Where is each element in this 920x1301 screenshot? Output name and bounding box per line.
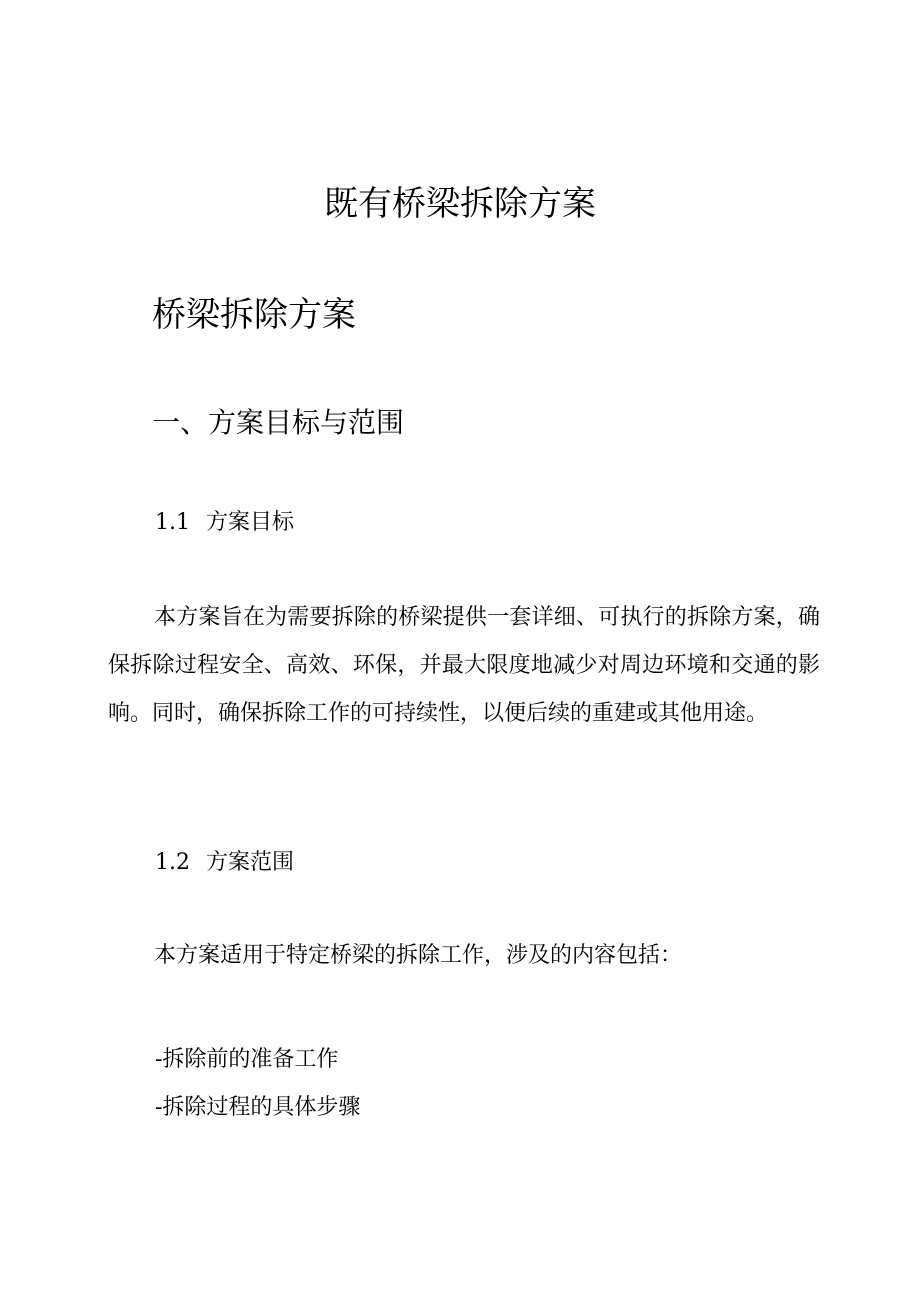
- document-title: 既有桥梁拆除方案: [324, 184, 596, 224]
- list-item: -拆除前的准备工作: [155, 1047, 339, 1072]
- section-1-1-paragraph: 本方案旨在为需要拆除的桥梁提供一套详细、可执行的拆除方案，确保拆除过程安全、高效、环保，并最大限度地减少对周边环境和交通的影响。同时，确保拆除工作的可持续性，以便后续的重建或其他用途。: [108, 605, 820, 726]
- heading-goals-and-scope: 一、方案目标与范围: [152, 406, 405, 439]
- section-1-2-heading: [155, 847, 294, 879]
- scope-list: [155, 1036, 360, 1132]
- section-title: 方案范围: [206, 850, 295, 875]
- section-1-2-paragraph: 本方案适用于特定桥梁的拆除工作，涉及的内容包括：: [154, 943, 683, 968]
- heading-bridge-demolition-plan: 桥梁拆除方案: [152, 295, 356, 335]
- list-item: -拆除过程的具体步骤: [155, 1095, 361, 1120]
- section-1-1-heading: [155, 507, 294, 539]
- section-number: 1.2: [155, 850, 190, 875]
- section-title: 方案目标: [206, 510, 295, 535]
- section-number: 1.1: [155, 510, 190, 535]
